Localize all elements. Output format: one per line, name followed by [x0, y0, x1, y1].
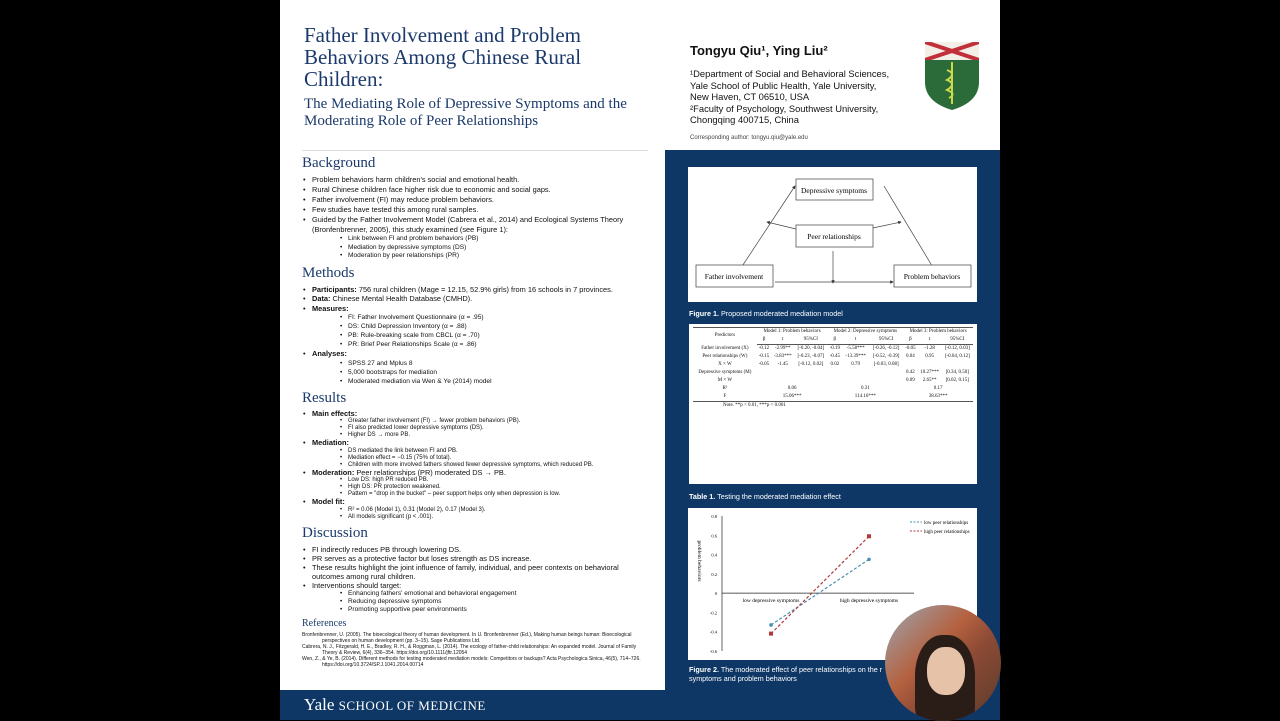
list-item: • Guided by the Father Involvement Model (Cabrera et al., 2014) and Ecological Systems Theory (Bronfenbrenner, 2005), this study examined (see Figure 1):: [302, 215, 648, 235]
table-cell: [842, 369, 869, 377]
header-predictors: Predictors: [693, 328, 757, 345]
logo-yale: Yale: [304, 695, 335, 714]
left-column: [302, 150, 648, 668]
list-item: • DS: Child Depression Inventory (α = .88): [302, 322, 648, 331]
reference: Bronfenbrenner, U. (2005). The bioecological theory of human development. In U. Bronfenbrenner (Ed.), Making human beings human: Bioecological perspectives on human development (pp. 3–15). Sage Publications Ltd.: [302, 631, 632, 644]
list-item: • Moderation by peer relationships (PR): [302, 252, 648, 261]
list-item: • PB: Rule-breaking scale from CBCL (α = .70): [302, 331, 648, 340]
list-item: • PR serves as a protective factor but loses strength as DS increase.: [302, 554, 648, 563]
affiliation: ²Faculty of Psychology, Southwest University,: [690, 102, 879, 114]
row-label: R²: [722, 386, 728, 391]
text: Peer relationships (PR) moderated DS → PB.: [354, 467, 506, 477]
affiliation: New Haven, CT 06510, USA: [690, 91, 810, 102]
table-cell: [827, 369, 842, 377]
figure-1: [688, 167, 977, 302]
table-cell: [794, 377, 827, 385]
list-item: • PR: Brief Peer Relationships Scale (α = .86): [302, 340, 648, 349]
text: Chinese Mental Health Database (CMHD).: [330, 294, 473, 303]
section-heading: Discussion: [302, 524, 368, 541]
list-item: • Enhancing fathers' emotional and behavioral engagement: [302, 590, 648, 598]
list-item: • Father involvement (FI) may reduce problem behaviors.: [302, 195, 648, 205]
column-header: 95%CI: [942, 336, 973, 345]
legend-label: low peer relationships: [924, 521, 969, 526]
table-cell: [869, 369, 903, 377]
data-point: [769, 632, 773, 636]
list-item: [302, 304, 648, 314]
table-cell: 0.04: [906, 354, 915, 359]
list-item: [302, 349, 648, 359]
table-cell: [827, 377, 842, 385]
table-cell: -0.19: [829, 346, 841, 351]
table-1: [689, 324, 977, 484]
column-header: t: [918, 336, 942, 345]
discussion-section: [302, 525, 648, 614]
table-cell: 0.42: [906, 370, 915, 375]
table-cell: [0.02, 0.15]: [945, 378, 969, 383]
header-model: Model 1: Problem behaviors: [757, 328, 828, 337]
column-header: β: [827, 336, 842, 345]
table-cell: 0.17: [933, 386, 943, 391]
header-model: Model 3: Problem behaviors: [903, 328, 973, 337]
list-item: • FI also predicted lower depressive symptoms (DS).: [302, 425, 648, 432]
table-cell: 0.06: [787, 386, 797, 391]
label: Participants:: [312, 284, 357, 294]
references-section: [302, 618, 648, 668]
regression-table: [693, 327, 973, 410]
table-cell: -1.28: [924, 346, 935, 351]
table-cell: -0.05: [905, 346, 916, 351]
presenter-face: [927, 647, 965, 695]
list-item: • All models significant (p < .001).: [302, 514, 648, 521]
table-1-caption: [689, 492, 841, 501]
table-cell: [757, 369, 771, 377]
methods-section: [302, 265, 648, 386]
data-point: [867, 558, 871, 562]
node-depressive-symptoms: Depressive symptoms: [800, 186, 868, 195]
y-tick-label: 0.2: [711, 571, 717, 577]
list-item: • Mediation effect = −0.15 (75% of total).: [302, 455, 648, 462]
list-item: • Problem behaviors harm children's social and emotional health.: [302, 175, 648, 185]
caption-label: Figure 2.: [689, 665, 719, 674]
table-cell: [794, 369, 827, 377]
caption-text: Testing the moderated mediation effect: [715, 492, 841, 501]
table-cell: -2.99**: [774, 346, 791, 351]
column-header: 95%CI: [869, 336, 903, 345]
author-names: Tongyu Qiu¹, Ying Liu²: [690, 43, 828, 58]
table-cell: [-0.52, -0.39]: [872, 354, 900, 359]
caption-label: Table 1.: [689, 492, 716, 501]
list-item: [302, 498, 648, 507]
y-tick-label: -0.2: [709, 610, 717, 616]
yale-school-of-medicine-logo: [304, 695, 486, 715]
affiliation: ¹Department of Social and Behavioral Sciences,: [690, 68, 890, 79]
section-heading: Methods: [302, 264, 355, 281]
table-row: [693, 361, 973, 369]
table-cell: 0.79: [851, 362, 860, 367]
y-tick-label: 0: [714, 591, 717, 597]
y-tick-label: -0.6: [709, 649, 717, 654]
list-item: • Children with more involved fathers showed fewer depressive symptoms, which reduced PB.: [302, 462, 648, 469]
section-heading: References: [302, 617, 347, 629]
table-cell: [918, 361, 942, 369]
table-cell: -0.05: [758, 362, 770, 367]
list-item: • FI indirectly reduces PB through lowering DS.: [302, 545, 648, 554]
caption-text: The moderated effect of peer relationships on the r: [718, 665, 883, 674]
list-item: • Higher DS → more PB.: [302, 432, 648, 439]
list-item: • High DS: PR protection weakened.: [302, 484, 648, 491]
header-model: Model 2: Depressive symptoms: [827, 328, 903, 337]
list-item: [302, 410, 648, 419]
caption-text: Proposed moderated mediation model: [718, 309, 843, 318]
data-point: [867, 534, 871, 538]
table-cell: -0.15: [758, 354, 770, 359]
node-peer-relationships: Peer relationships: [807, 232, 861, 241]
list-item: • Reducing depressive symptoms: [302, 598, 648, 606]
logo-school: SCHOOL OF MEDICINE: [338, 698, 486, 713]
text: 756 rural children (Mage = 12.15, 52.9% girls) from 16 schools in 7 provinces.: [356, 284, 613, 294]
row-label: M × W: [717, 378, 733, 383]
table-row: [693, 393, 973, 402]
affiliation: Yale School of Public Health, Yale University,: [690, 79, 877, 91]
table-cell: [-0.23, -0.07]: [797, 354, 825, 359]
y-tick-label: 0.6: [711, 533, 717, 539]
series-line-1: [771, 536, 869, 633]
list-item: • SPSS 27 and Mplus 8: [302, 359, 648, 368]
y-tick-label: -0.4: [709, 629, 717, 635]
legend-label: high peer relationships: [924, 530, 970, 535]
list-item: • DS mediated the link between FI and PB.: [302, 448, 648, 455]
y-tick-label: 0.8: [711, 514, 717, 519]
figure-1-caption: [689, 309, 843, 318]
series-line-0: [771, 559, 869, 625]
table-cell: -3.83***: [773, 354, 792, 359]
table-cell: -1.45: [777, 362, 788, 367]
affiliation: Chongqing 400715, China: [690, 114, 799, 125]
reference: Cabrera, N. J., Fitzgerald, H. E., Bradley, R. H., & Roggman, L. (2014). The ecology of father-child relationships: An expanded model. Journal of Family Theory & Review, 6(4), 336–354. https://doi.org/10.1111/jftr.12054: [302, 643, 637, 656]
table-row: [693, 385, 973, 393]
list-item: [302, 469, 648, 478]
table-cell: 0.09: [906, 378, 915, 383]
table-cell: [903, 361, 917, 369]
label: Model fit:: [312, 497, 345, 506]
list-item: [302, 294, 648, 304]
poster: [280, 0, 1000, 720]
reference: Wen, Z., & Ye, B. (2014). Different methods for testing moderated mediation models: Competitors or backups? Acta Psychologica Sinica, 46(5), 714–726. https://doi.org/10.3724/SP.J.1041.2014.00714: [302, 655, 641, 668]
list-item: • Mediation by depressive symptoms (DS): [302, 244, 648, 253]
table-row: [693, 353, 973, 361]
data-point: [769, 623, 773, 627]
table-cell: [771, 377, 794, 385]
subtitle: The Mediating Role of Depressive Symptoms and the Moderating Role of Peer Relationships: [304, 96, 627, 129]
table-note: Note. **p < 0.01, ***p < 0.001: [693, 402, 973, 411]
list-item: • R² = 0.06 (Model 1), 0.31 (Model 2), 0.17 (Model 3).: [302, 507, 648, 514]
table-cell: 38.63***: [928, 394, 948, 399]
table-row: [693, 369, 973, 377]
column-header: t: [842, 336, 869, 345]
table-cell: [-0.12, 0.02]: [798, 362, 824, 367]
table-cell: 2.65**: [922, 378, 937, 383]
row-label: Depressive symptoms (M): [698, 370, 752, 375]
row-label: X × W: [718, 362, 732, 367]
table-cell: [869, 377, 903, 385]
column-header: 95%CI: [794, 336, 827, 345]
table-row: [693, 377, 973, 385]
list-item: • Greater father involvement (FI) → fewer problem behaviors (PB).: [302, 418, 648, 425]
y-axis-label: problem behaviors: [696, 540, 702, 582]
figure-2-caption: [689, 665, 882, 683]
table-cell: [-0.20, -0.04]: [797, 346, 825, 351]
list-item: • Promoting supportive peer environments: [302, 606, 648, 614]
table-cell: 0.31: [860, 386, 870, 391]
table-cell: 15.06***: [782, 394, 802, 399]
list-item: • 5,000 bootstraps for mediation: [302, 368, 648, 377]
table-cell: -13.39***: [845, 354, 866, 359]
table-cell: [-0.12, 0.03]: [944, 346, 970, 351]
column-header: β: [903, 336, 917, 345]
table-cell: [842, 377, 869, 385]
column-header: β: [757, 336, 771, 345]
table-row: [693, 345, 973, 354]
row-label: Father involvement (X): [701, 345, 749, 351]
table-cell: 0.95: [925, 354, 934, 359]
list-item: [302, 439, 648, 448]
label: Data:: [312, 294, 331, 303]
node-father-involvement: Father involvement: [704, 272, 764, 281]
list-item: [302, 285, 648, 295]
list-item: • Moderated mediation via Wen & Ye (2014) model: [302, 377, 648, 386]
table-cell: [771, 369, 794, 377]
table-cell: [-0.03, 0.08]: [873, 362, 899, 367]
table-cell: [0.34, 0.50]: [945, 370, 969, 375]
caption-label: Figure 1.: [689, 309, 719, 318]
list-item: • Low DS: high PR reduced PB.: [302, 477, 648, 484]
table-cell: [-0.26, -0.12]: [872, 346, 900, 351]
list-item: • Link between FI and problem behaviors (PB): [302, 235, 648, 244]
main-title: Father Involvement and Problem Behaviors Among Chinese Rural Children:: [304, 23, 582, 91]
label: Measures:: [312, 303, 349, 313]
footer-bar: [280, 690, 1000, 720]
label: Analyses:: [312, 349, 347, 358]
poster-title: [304, 24, 644, 130]
section-heading: Results: [302, 389, 347, 406]
label: Mediation:: [312, 438, 349, 447]
caption-text: symptoms and problem behaviors: [689, 674, 797, 683]
table-cell: [942, 361, 973, 369]
table-cell: [757, 377, 771, 385]
table-cell: -5.58***: [846, 346, 865, 351]
corresponding-author: Corresponding author: tongyu.qiu@yale.edu: [690, 134, 808, 141]
label: Main effects:: [312, 408, 358, 418]
list-item: • These results highlight the joint influence of family, individual, and peer contexts on behavioral outcomes among rural children.: [302, 563, 648, 581]
row-label: Peer relationships (W): [702, 354, 748, 359]
list-item: • Few studies have tested this among rural samples.: [302, 205, 648, 215]
section-heading: Background: [302, 155, 376, 171]
presenter-webcam-video: [885, 605, 1001, 721]
table-cell: 0.02: [830, 362, 840, 367]
table-cell: 114.16***: [854, 394, 876, 399]
yale-shield-logo-icon: [925, 42, 979, 110]
table-cell: -0.12: [758, 346, 770, 351]
list-item: • Rural Chinese children face higher risk due to economic and social gaps.: [302, 185, 648, 195]
x-category-label: low depressive symptoms: [742, 598, 800, 605]
background-section: [302, 155, 648, 261]
y-tick-label: 0.4: [711, 552, 717, 558]
label: Moderation:: [312, 467, 355, 477]
authors-block: [690, 43, 922, 141]
row-label: F: [723, 394, 727, 399]
table-cell: -0.45: [829, 354, 841, 359]
node-problem-behaviors: Problem behaviors: [903, 272, 961, 281]
column-header: t: [771, 336, 794, 345]
list-item: • Pattern = "drop in the bucket" – peer support helps only when depression is low.: [302, 491, 648, 498]
table-cell: 10.27***: [920, 370, 939, 375]
x-category-label: high depressive symptoms: [839, 598, 899, 605]
list-item: • Interventions should target:: [302, 581, 648, 590]
results-section: [302, 390, 648, 521]
list-item: • FI: Father Involvement Questionnaire (α = .95): [302, 313, 648, 322]
table-cell: [-0.04, 0.12]: [944, 354, 970, 359]
